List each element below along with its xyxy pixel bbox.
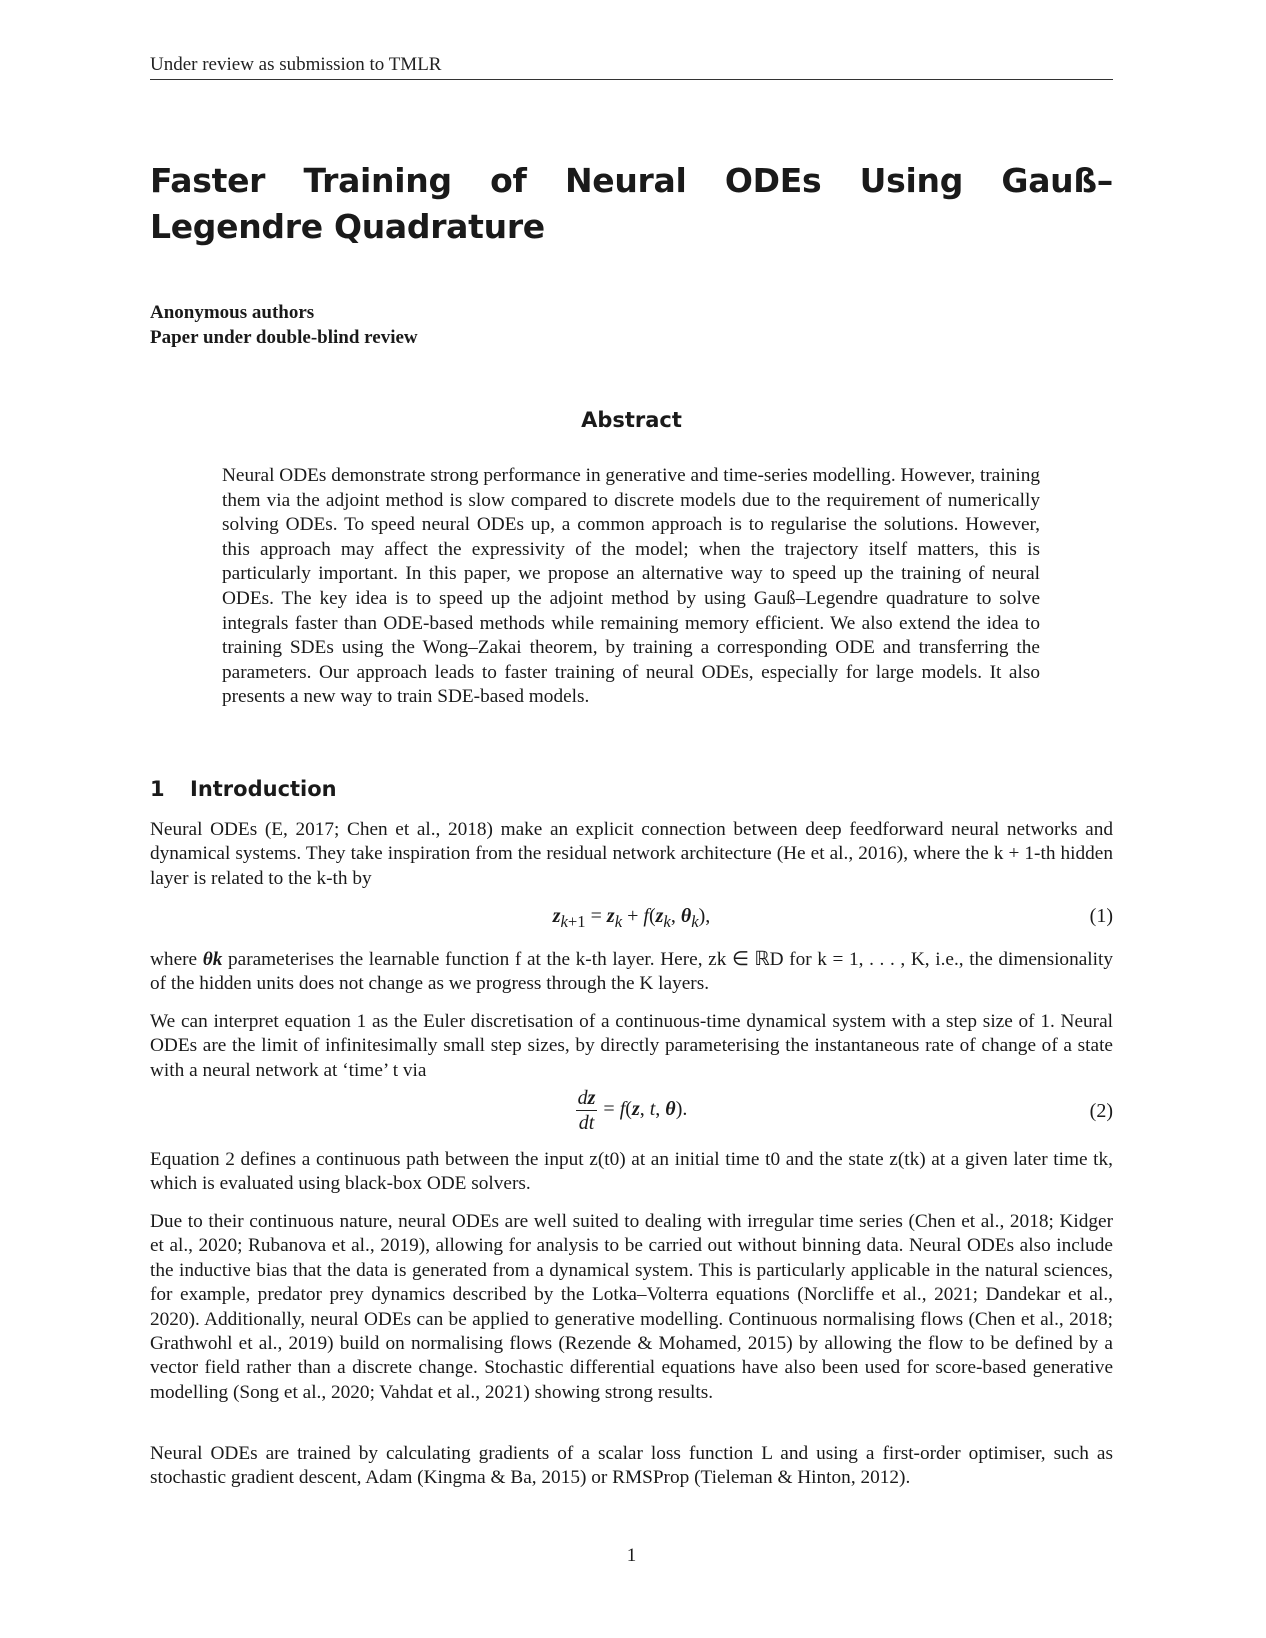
theta-symbol: θk xyxy=(202,949,223,970)
equation-2-expression: $\frac{dz}{dt}$ = f(z, t, θ). xyxy=(577,1087,688,1134)
intro-paragraph-4: Equation 2 defines a continuous path between the input z(t0) at an initial time t0 and the state z(tk) at a given later time tk, which is evaluated using black-box ODE solvers. xyxy=(150,1149,1113,1195)
page-number: 1 xyxy=(626,1545,637,1566)
intro-paragraph-3: We can interpret equation 1 as the Euler discretisation of a continuous-time dynamical system with a step size of 1. Neural ODEs are the limit of infinitesimally small step sizes, by directly parameterising the instantaneous rate of change of a state with a neural network at ‘time’ t via xyxy=(150,1011,1113,1081)
section-title: Introduction xyxy=(190,777,337,801)
intro-paragraph-2 xyxy=(150,948,1113,997)
equation-1-number: (1) xyxy=(1089,905,1113,927)
review-note: Paper under double-blind review xyxy=(150,327,418,348)
equation-2-number: (2) xyxy=(1089,1100,1113,1122)
paragraph-2-part-c: zk ∈ ℝD for k = 1, . . . , K, i.e., the dimensionality of the hidden units does not change as we progress through the K layers. xyxy=(150,949,1113,995)
section-heading-introduction xyxy=(150,777,1113,801)
intro-paragraph-1: Neural ODEs (E, 2017; Chen et al., 2018) make an explicit connection between deep feedforward neural networks and dynamical systems. They take inspiration from the residual network architecture (He et al., 2016), where the k + 1-th hidden layer is related to the k-th by xyxy=(150,819,1113,889)
abstract-heading: Abstract xyxy=(581,408,682,432)
equation-1 xyxy=(150,905,1113,935)
equation-1-expression: $z_{k+1} = z_k + f(z_k$, $\theta_k$), xyxy=(552,905,711,931)
paragraph-2-part-a: where xyxy=(150,949,203,970)
section-number: 1 xyxy=(150,777,165,801)
paragraph-2-part-b: parameterises the learnable function f at the k-th layer. Here, xyxy=(222,949,709,970)
derivative-fraction: $\frac{dz}{dt}$ xyxy=(577,1087,596,1134)
abstract-text: Neural ODEs demonstrate strong performance in generative and time-series modelling. However, training them via the adjoint method is slow compared to discrete models due to the requirement of numerically solving ODEs. To speed neural ODEs up, a common approach is to regularise the solutions. However, this approach may affect the expressivity of the model; when the trajectory itself matters, this is particularly important. In this paper, we propose an alternative way to speed up the training of neural ODEs. The key idea is to speed up the adjoint method by using Gauß–Legendre quadrature to solve integrals faster than ODE-based methods while remaining memory efficient. We also extend the idea to training SDEs using the Wong–Zakai theorem, by training a corresponding ODE and transferring the parameters. Our approach leads to faster training of neural ODEs, especially for large models. It also presents a new way to train SDE-based models. xyxy=(222,465,1040,708)
authors-name: Anonymous authors xyxy=(150,302,315,323)
author-block xyxy=(150,300,850,350)
intro-paragraph-5: Due to their continuous nature, neural ODEs are well suited to dealing with irregular time series (Chen et al., 2018; Kidger et al., 2020; Rubanova et al., 2019), allowing for analysis to be carried out without binning data. Neural ODEs also include the inductive bias that the data is generated from a dynamical system. This is particularly applicable in the natural sciences, for example, predator prey dynamics described by the Lotka–Volterra equations (Norcliffe et al., 2021; Dandekar et al., 2020). Additionally, neural ODEs can be applied to generative modelling. Continuous normalising flows (Chen et al., 2018; Grathwohl et al., 2019) build on normalising flows (Rezende & Mohamed, 2015) by allowing the flow to be defined by a vector field rather than a discrete change. Stochastic differential equations have also been used for score-based generative modelling (Song et al., 2020; Vahdat et al., 2021) showing strong results. xyxy=(150,1211,1113,1403)
equation-2 xyxy=(150,1086,1113,1140)
intro-paragraph-6: Neural ODEs are trained by calculating gradients of a scalar loss function L and using a first-order optimiser, such as stochastic gradient descent, Adam (Kingma & Ba, 2015) or RMSProp (Tieleman & Hinton, 2012). xyxy=(150,1443,1113,1489)
paper-title: Faster Training of Neural ODEs Using Gauß–Legendre Quadrature xyxy=(150,161,1113,246)
running-header: Under review as submission to TMLR xyxy=(150,54,1113,80)
